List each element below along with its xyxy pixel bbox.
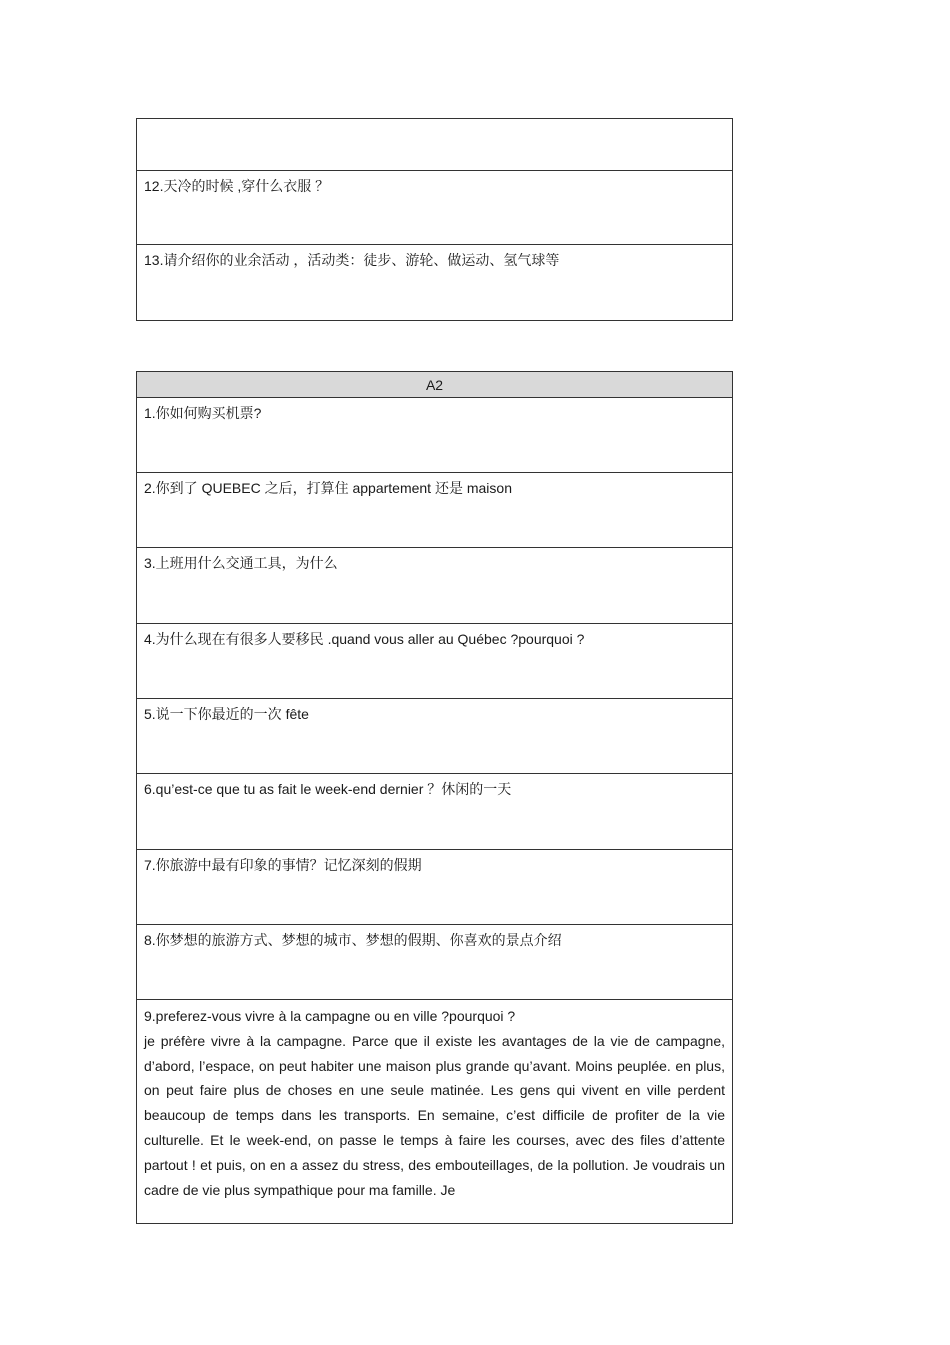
section-header: A2	[137, 372, 732, 398]
table-row	[137, 119, 732, 171]
table-row: 4.为什么现在有很多人要移民 .quand vous aller au Québec ?pourquoi ?	[137, 624, 732, 699]
table-row: 7.你旅游中最有印象的事情？记忆深刻的假期	[137, 850, 732, 925]
question-table-a2	[136, 371, 733, 1224]
essay-row	[137, 1000, 732, 1223]
table-row: 6.qu’est-ce que tu as fait le week-end dernier ？休闲的一天	[137, 774, 732, 850]
table-row: 2.你到了 QUEBEC 之后，打算住 appartement 还是 maison	[137, 473, 732, 548]
table-row: 5.说一下你最近的一次 fête	[137, 699, 732, 774]
table-row: 13.请介绍你的业余活动 ，活动类：徒步、游轮、做运动、氢气球等	[144, 252, 560, 268]
table-row: 1.你如何购买机票?	[137, 398, 732, 473]
table-row: 12.天冷的时候 ,穿什么衣服 ？	[137, 171, 732, 245]
question-table-1	[136, 118, 733, 321]
essay-answer: je préfère vivre à la campagne. Parce que il existe les avantages de la vie de campagne, d’abord, l’espace, on peut habiter une maison plus grande qu’avant. Moins peuplée. en plus, on peut faire plus de choses en une seule matinée. Les gens qui vivent en ville perdent beaucoup de temps dans les transports. En semaine, c’est difficile de profiter de la vie culturelle. Et le week-end, on passe le temps à faire les courses, avec des files d’attente partout ! et puis, on en a assez du stress, des embouteillages, de la pollution. Je voudrais un cadre de vie plus sympathique pour ma famille. Je	[144, 1032, 725, 1198]
table-row: 8.你梦想的旅游方式、梦想的城市、梦想的假期、你喜欢的景点介绍	[137, 925, 732, 1000]
essay-question: 9.preferez-vous vivre à la campagne ou en ville ?pourquoi ?	[144, 1008, 516, 1024]
table-row: 3.上班用什么交通工具，为什么	[137, 548, 732, 624]
